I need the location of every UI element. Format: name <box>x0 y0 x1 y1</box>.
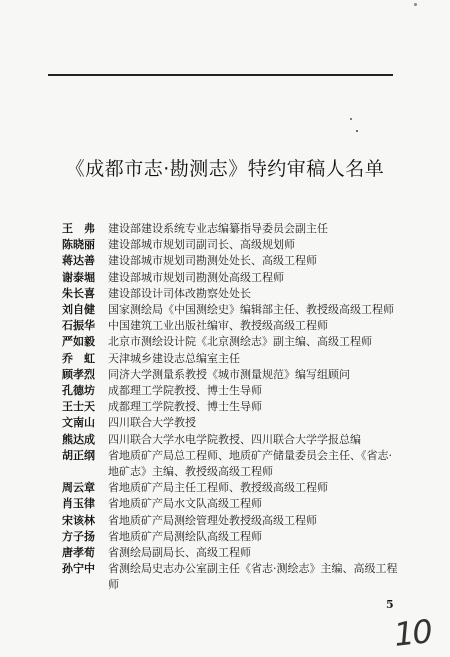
list-item <box>62 367 402 383</box>
list-item <box>62 561 402 593</box>
reviewer-role: 建设部城市规划司勘测处处长、高级工程师 <box>108 254 317 268</box>
reviewer-name: 谢泰堀 <box>62 270 95 284</box>
reviewer-name: 王士天 <box>62 400 95 414</box>
reviewer-name: 顾孝烈 <box>62 367 95 381</box>
reviewer-role: 建设部建设系统专业志编纂指导委员会副主任 <box>108 222 328 235</box>
reviewer-name: 蒋达善 <box>62 254 95 268</box>
list-item <box>62 399 402 415</box>
reviewer-role: 成都理工学院教授、博士生导师 <box>108 400 262 414</box>
reviewer-name: 乔 虹 <box>62 351 95 365</box>
reviewer-name: 宋该林 <box>62 513 95 527</box>
reviewer-name: 刘自健 <box>62 303 95 317</box>
reviewer-name: 方子扬 <box>62 529 95 543</box>
reviewer-role: 国家测绘局《中国测绘史》编辑部主任、教授级高级工程师 <box>108 303 394 317</box>
page-title: 《成都市志·勘测志》特约审稿人名单 <box>65 158 385 180</box>
list-item <box>62 415 402 431</box>
reviewer-list <box>62 221 402 594</box>
list-item <box>62 221 402 237</box>
list-item <box>62 237 402 253</box>
reviewer-name: 文南山 <box>62 416 95 430</box>
list-item <box>62 334 402 350</box>
list-item <box>62 270 402 286</box>
reviewer-name: 石振华 <box>62 319 95 333</box>
list-item <box>62 302 402 318</box>
reviewer-name: 陈晓丽 <box>62 238 95 252</box>
list-item <box>62 432 402 448</box>
reviewer-role: 建设部设计司体改勘察处处长 <box>108 286 251 300</box>
list-item <box>62 496 402 512</box>
list-item <box>62 513 402 529</box>
reviewer-role: 建设部城市规划司勘测处高级工程师 <box>108 270 284 284</box>
list-item <box>62 318 402 334</box>
list-item <box>62 286 402 302</box>
list-item <box>62 383 402 399</box>
reviewer-role: 中国建筑工业出版社编审、教授级高级工程师 <box>108 319 328 333</box>
reviewer-role: 同济大学测量系教授《城市测量规范》编写组顾问 <box>108 367 350 381</box>
reviewer-role: 省测绘局史志办公室副主任《省志·测绘志》主编、高级工程师 <box>108 562 398 592</box>
reviewer-role: 四川联合大学教授 <box>108 416 196 430</box>
reviewer-name: 王 弗 <box>62 222 95 235</box>
reviewer-role: 省地质矿产局测绘队高级工程师 <box>108 529 262 543</box>
list-item <box>62 351 402 367</box>
top-rule <box>48 74 393 76</box>
list-item <box>62 253 402 269</box>
reviewer-role: 省测绘局副局长、高级工程师 <box>108 546 251 560</box>
reviewer-role: 省地质矿产局主任工程师、教授级高级工程师 <box>108 481 328 495</box>
reviewer-name: 唐孝荀 <box>62 546 95 560</box>
reviewer-role: 建设部城市规划司副司长、高级规划师 <box>108 238 295 252</box>
reviewer-role: 省地质矿产局总工程师、地质矿产储量委员会主任、《省志·地矿志》主编、教授级高级工程师 <box>108 448 392 479</box>
scan-speck <box>356 130 358 132</box>
handwritten-mark: 10 <box>392 612 433 654</box>
reviewer-role: 北京市测绘设计院《北京测绘志》副主编、高级工程师 <box>108 335 372 349</box>
scan-speck <box>414 3 417 6</box>
list-item <box>62 480 402 496</box>
reviewer-name: 胡正纲 <box>62 448 95 462</box>
reviewer-role: 省地质矿产局测绘管理处教授级高级工程师 <box>108 513 317 527</box>
reviewer-role: 成都理工学院教授、博士生导师 <box>108 384 262 398</box>
reviewer-name: 孔德坊 <box>62 384 95 398</box>
list-item <box>62 545 402 561</box>
reviewer-name: 周云章 <box>62 481 95 495</box>
reviewer-role: 天津城乡建设志总编室主任 <box>108 351 240 365</box>
list-item <box>62 529 402 545</box>
reviewer-name: 严如毅 <box>62 335 95 349</box>
reviewer-name: 熊达成 <box>62 432 95 446</box>
reviewer-role: 省地质矿产局水文队高级工程师 <box>108 497 262 511</box>
list-item <box>62 448 402 480</box>
reviewer-name: 朱长喜 <box>62 286 95 300</box>
page-number: 5 <box>386 598 394 611</box>
reviewer-name: 肖玉律 <box>62 497 95 511</box>
reviewer-role: 四川联合大学水电学院教授、四川联合大学学报总编 <box>108 432 361 446</box>
reviewer-name: 孙宁中 <box>62 562 95 576</box>
scan-speck <box>350 118 352 120</box>
